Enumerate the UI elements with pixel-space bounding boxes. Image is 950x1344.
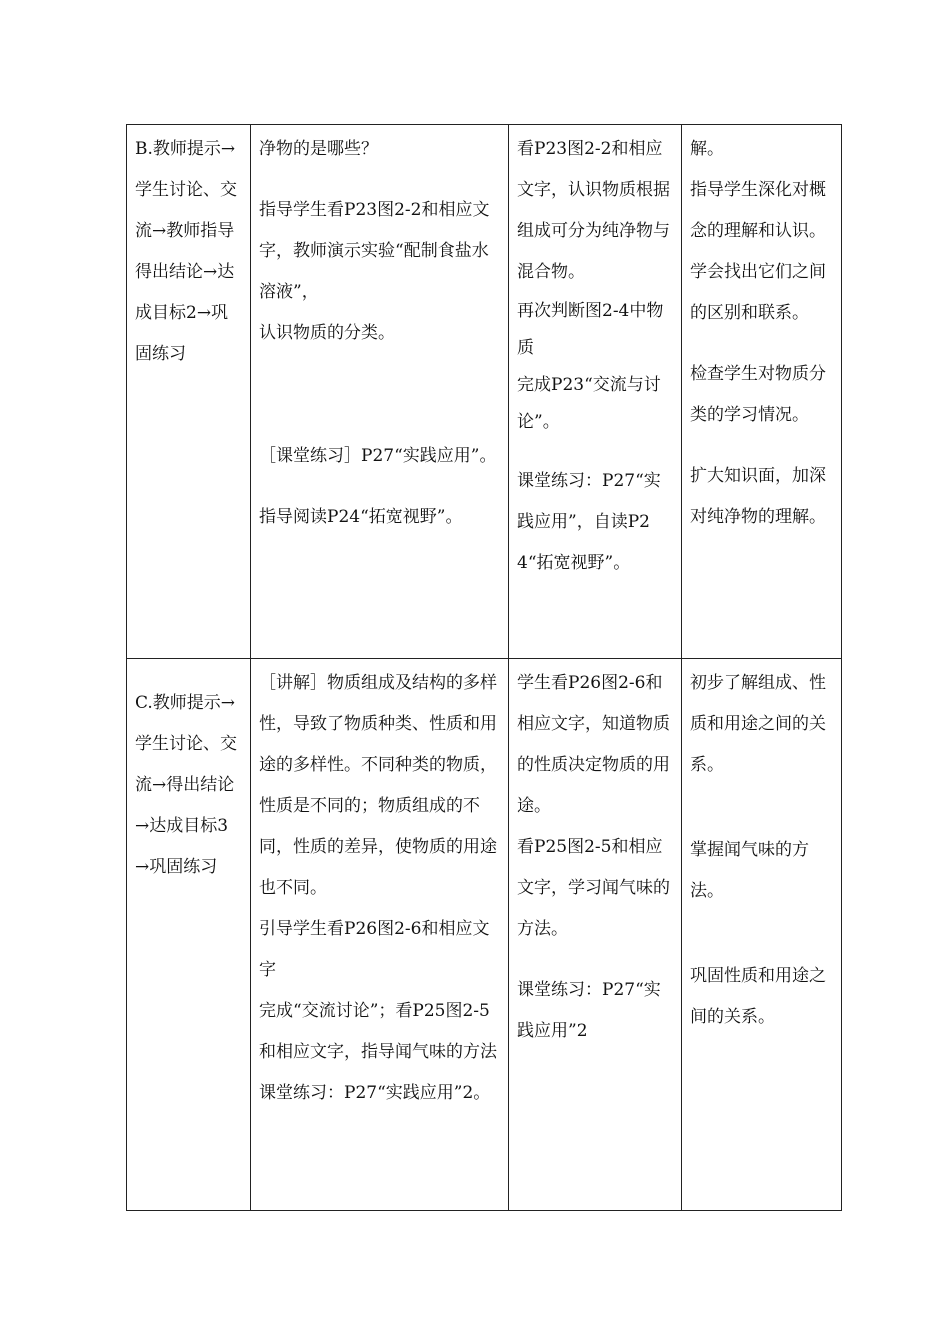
intent-text: 解。 bbox=[690, 139, 724, 159]
student-text: 学生看P26图2-6和相应文字，知道物质的性质决定物质的用途。 bbox=[517, 673, 670, 816]
process-cell bbox=[127, 659, 251, 1211]
student-text: 再次判断图2-4中物质 bbox=[517, 301, 664, 358]
teacher-text: 引导学生看P26图2-6和相应文字 bbox=[259, 919, 490, 980]
teacher-text: 净物的是哪些？ bbox=[259, 139, 378, 159]
teacher-text: 指导学生看P23图2-2和相应文字，教师演示实验“配制食盐水溶液”， 认识物质的分类。 bbox=[259, 200, 490, 343]
intent-text: 扩大知识面，加深对纯净物的理解。 bbox=[690, 466, 826, 527]
student-text: 完成P23“交流与讨论”。 bbox=[517, 375, 661, 432]
design-intent-cell bbox=[682, 125, 842, 659]
student-activity-cell bbox=[509, 125, 682, 659]
table-row bbox=[127, 125, 842, 659]
process-text: C.教师提示→学生讨论、交流→得出结论→达成目标3→巩固练习 bbox=[135, 693, 237, 877]
intent-text: 巩固性质和用途之间的关系。 bbox=[690, 966, 826, 1027]
student-text: 看P23图2-2和相应文字，认识物质根据组成可分为纯净物与混合物。 bbox=[517, 139, 670, 282]
student-text: 看P25图2-5和相应文字，学习闻气味的方法。 bbox=[517, 837, 670, 939]
student-text: 课堂练习：P27“实践应用”，自读P24“拓宽视野”。 bbox=[517, 471, 661, 573]
intent-text: 初步了解组成、性质和用途之间的关系。 bbox=[690, 673, 826, 775]
teacher-text: ［课堂练习］P27“实践应用”。 bbox=[259, 446, 497, 466]
process-cell bbox=[127, 125, 251, 659]
teacher-text: ［讲解］物质组成及结构的多样性，导致了物质种类、性质和用途的多样性。不同种类的物质，性质是不同的；物质组成的不同，性质的差异，使物质的用途也不同。 bbox=[259, 673, 497, 898]
intent-text: 检查学生对物质分类的学习情况。 bbox=[690, 364, 826, 425]
teacher-activity-cell bbox=[251, 659, 509, 1211]
teacher-text: 完成“交流讨论”；看P25图2-5和相应文字，指导闻气味的方法 bbox=[259, 1001, 497, 1062]
teacher-activity-cell bbox=[251, 125, 509, 659]
process-text: B.教师提示→学生讨论、交流→教师指导得出结论→达成目标2→巩固练习 bbox=[135, 139, 237, 364]
teacher-text: 课堂练习：P27“实践应用”2。 bbox=[259, 1083, 491, 1103]
student-activity-cell bbox=[509, 659, 682, 1211]
lesson-plan-table bbox=[126, 124, 842, 1211]
design-intent-cell bbox=[682, 659, 842, 1211]
teacher-text: 指导阅读P24“拓宽视野”。 bbox=[259, 507, 463, 527]
table-row bbox=[127, 659, 842, 1211]
student-text: 课堂练习：P27“实践应用”2 bbox=[517, 980, 661, 1041]
intent-text: 掌握闻气味的方法。 bbox=[690, 840, 809, 901]
intent-text: 指导学生深化对概念的理解和认识。学会找出它们之间的区别和联系。 bbox=[690, 180, 826, 323]
